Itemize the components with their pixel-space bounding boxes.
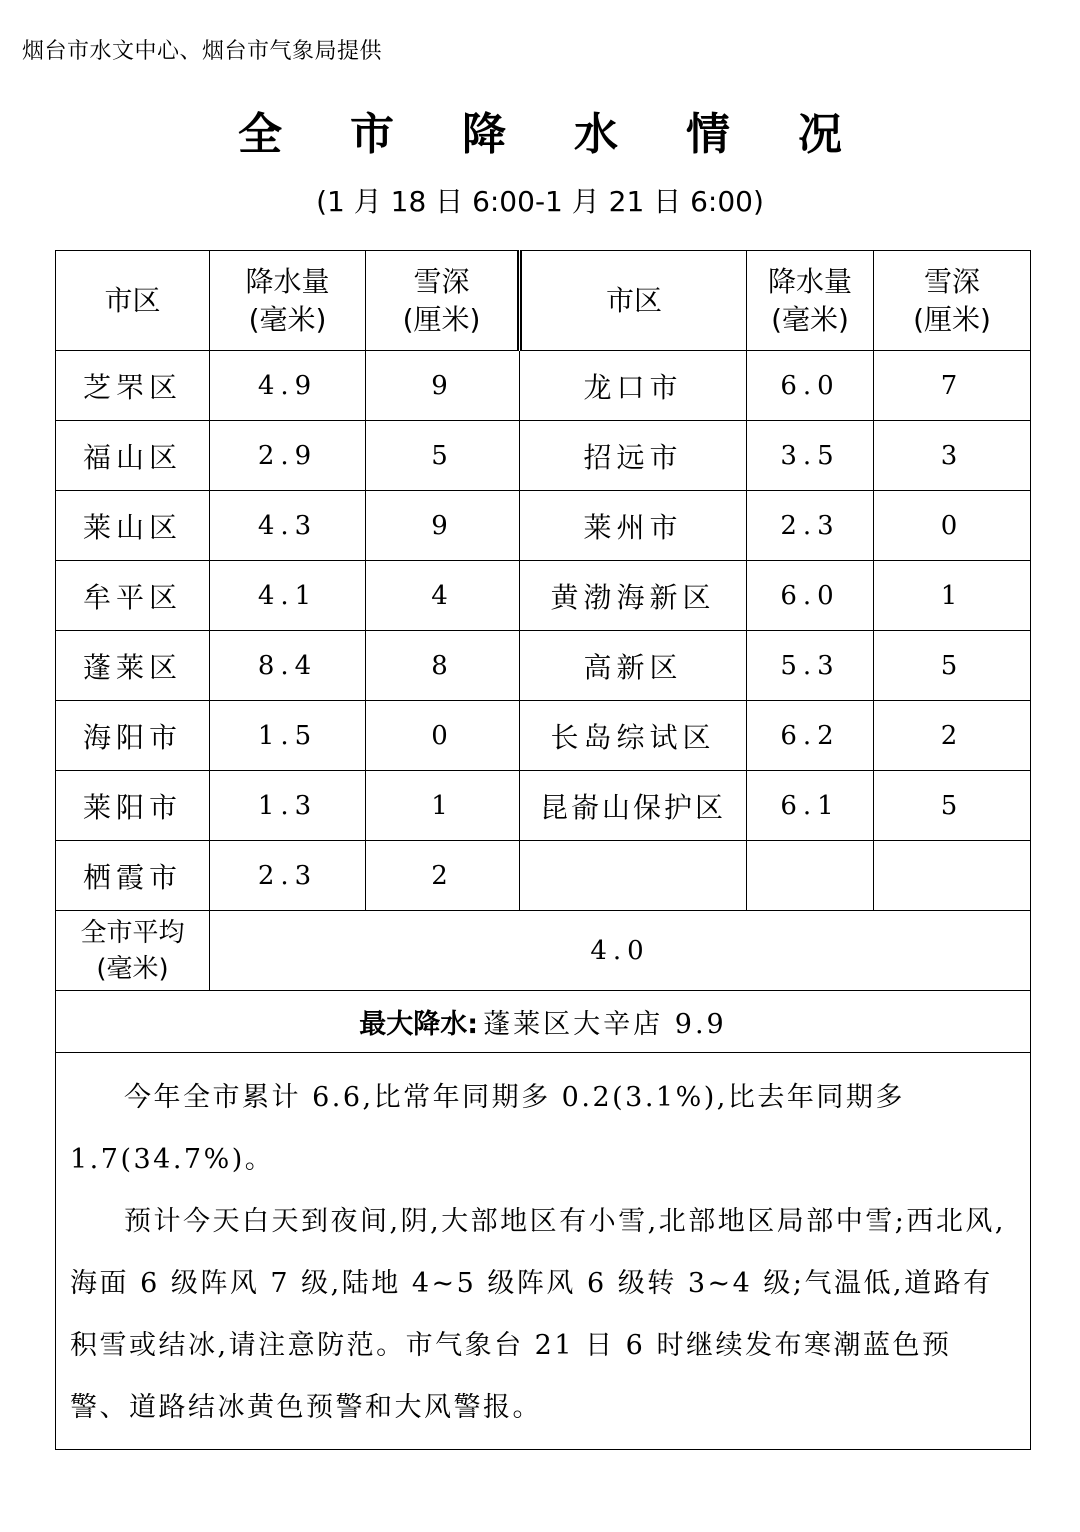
precip-value: 8.4 bbox=[210, 631, 366, 701]
notes-paragraph-cumulative: 今年全市累计 6.6,比常年同期多 0.2(3.1%),比去年同期多 1.7(34.7%)。 bbox=[70, 1082, 905, 1175]
precip-value: 2.3 bbox=[747, 491, 874, 561]
snow-value: 2 bbox=[366, 841, 520, 911]
header-snow-line1: 雪深 bbox=[413, 264, 470, 298]
snow-value: 1 bbox=[874, 561, 1031, 631]
district-name: 高新区 bbox=[520, 631, 747, 701]
table-row bbox=[56, 351, 1031, 421]
district-name: 栖霞市 bbox=[56, 841, 210, 911]
header-snow-line1: 雪深 bbox=[923, 264, 980, 298]
district-name: 牟平区 bbox=[56, 561, 210, 631]
district-name: 福山区 bbox=[56, 421, 210, 491]
district-name: 莱州市 bbox=[520, 491, 747, 561]
precip-value: 4.1 bbox=[210, 561, 366, 631]
provider-note: 烟台市水文中心、烟台市气象局提供 bbox=[22, 39, 383, 64]
district-name: 莱山区 bbox=[56, 491, 210, 561]
precip-value: 3.5 bbox=[747, 421, 874, 491]
precip-value: 2.9 bbox=[210, 421, 366, 491]
header-precip-line1: 降水量 bbox=[767, 264, 852, 298]
average-label-line2: (毫米) bbox=[96, 953, 169, 984]
district-name: 昆嵛山保护区 bbox=[520, 771, 747, 841]
snow-value: 1 bbox=[366, 771, 520, 841]
precip-value: 4.9 bbox=[210, 351, 366, 421]
header-snow-left bbox=[366, 251, 520, 351]
table-row bbox=[56, 421, 1031, 491]
header-precip-line1: 降水量 bbox=[245, 264, 330, 298]
average-row bbox=[56, 911, 1031, 991]
table-row bbox=[56, 771, 1031, 841]
precip-value: 1.3 bbox=[210, 771, 366, 841]
average-value: 4.0 bbox=[210, 911, 1031, 991]
district-name: 黄渤海新区 bbox=[520, 561, 747, 631]
snow-value: 2 bbox=[874, 701, 1031, 771]
snow-value: 0 bbox=[874, 491, 1031, 561]
notes-cell bbox=[56, 1053, 1031, 1450]
snow-value: 8 bbox=[366, 631, 520, 701]
district-name: 长岛综试区 bbox=[520, 701, 747, 771]
district-name-empty bbox=[520, 841, 747, 911]
precip-value: 6.1 bbox=[747, 771, 874, 841]
max-precip-row bbox=[56, 991, 1031, 1053]
precipitation-table bbox=[55, 250, 1031, 1450]
average-label-line1: 全市平均 bbox=[80, 917, 185, 948]
snow-value: 9 bbox=[366, 491, 520, 561]
snow-value: 0 bbox=[366, 701, 520, 771]
precip-value: 4.3 bbox=[210, 491, 366, 561]
district-name: 招远市 bbox=[520, 421, 747, 491]
district-name: 芝罘区 bbox=[56, 351, 210, 421]
precip-value: 2.3 bbox=[210, 841, 366, 911]
header-district-left: 市区 bbox=[56, 251, 210, 351]
snow-value: 4 bbox=[366, 561, 520, 631]
average-label bbox=[56, 911, 210, 991]
district-name: 海阳市 bbox=[56, 701, 210, 771]
table-row bbox=[56, 701, 1031, 771]
district-name: 蓬莱区 bbox=[56, 631, 210, 701]
snow-value: 5 bbox=[874, 771, 1031, 841]
header-precip-line2: (毫米) bbox=[771, 302, 849, 336]
precip-value: 6.2 bbox=[747, 701, 874, 771]
max-precip-cell bbox=[56, 991, 1031, 1053]
page-title: 全市降水情况 bbox=[238, 109, 910, 160]
precip-value-empty bbox=[747, 841, 874, 911]
precip-value: 1.5 bbox=[210, 701, 366, 771]
header-snow-right bbox=[874, 251, 1031, 351]
snow-value: 5 bbox=[366, 421, 520, 491]
max-precip-label: 最大降水: bbox=[359, 1009, 479, 1040]
district-name: 龙口市 bbox=[520, 351, 747, 421]
table-row bbox=[56, 631, 1031, 701]
snow-value: 5 bbox=[874, 631, 1031, 701]
header-precip-right bbox=[747, 251, 874, 351]
snow-value: 9 bbox=[366, 351, 520, 421]
table-row bbox=[56, 841, 1031, 911]
header-snow-line2: (厘米) bbox=[913, 302, 991, 336]
header-precip-line2: (毫米) bbox=[248, 302, 327, 336]
snow-value-empty bbox=[874, 841, 1031, 911]
max-precip-value: 蓬莱区大辛店 9.9 bbox=[483, 1009, 727, 1040]
district-name: 莱阳市 bbox=[56, 771, 210, 841]
header-precip-left bbox=[210, 251, 366, 351]
table-row bbox=[56, 561, 1031, 631]
precip-value: 6.0 bbox=[747, 351, 874, 421]
precip-value: 6.0 bbox=[747, 561, 874, 631]
table-row bbox=[56, 491, 1031, 561]
notes-paragraph-forecast: 预计今天白天到夜间,阴,大部地区有小雪,北部地区局部中雪;西北风,海面 6 级阵风 7 级,陆地 4~5 级阵风 6 级转 3~4 级;气温低,道路有积雪或结冰,请注意防范。市气象台 21 日 6 时继续发布寒潮蓝色预警、道路结冰黄色预警和大风警报。 bbox=[70, 1206, 1006, 1423]
snow-value: 7 bbox=[874, 351, 1031, 421]
table-header-row bbox=[56, 251, 1031, 351]
notes-row bbox=[56, 1053, 1031, 1450]
snow-value: 3 bbox=[874, 421, 1031, 491]
header-snow-line2: (厘米) bbox=[402, 302, 481, 336]
precip-value: 5.3 bbox=[747, 631, 874, 701]
header-district-right: 市区 bbox=[520, 251, 747, 351]
time-period: (1 月 18 日 6:00-1 月 21 日 6:00) bbox=[316, 185, 764, 218]
